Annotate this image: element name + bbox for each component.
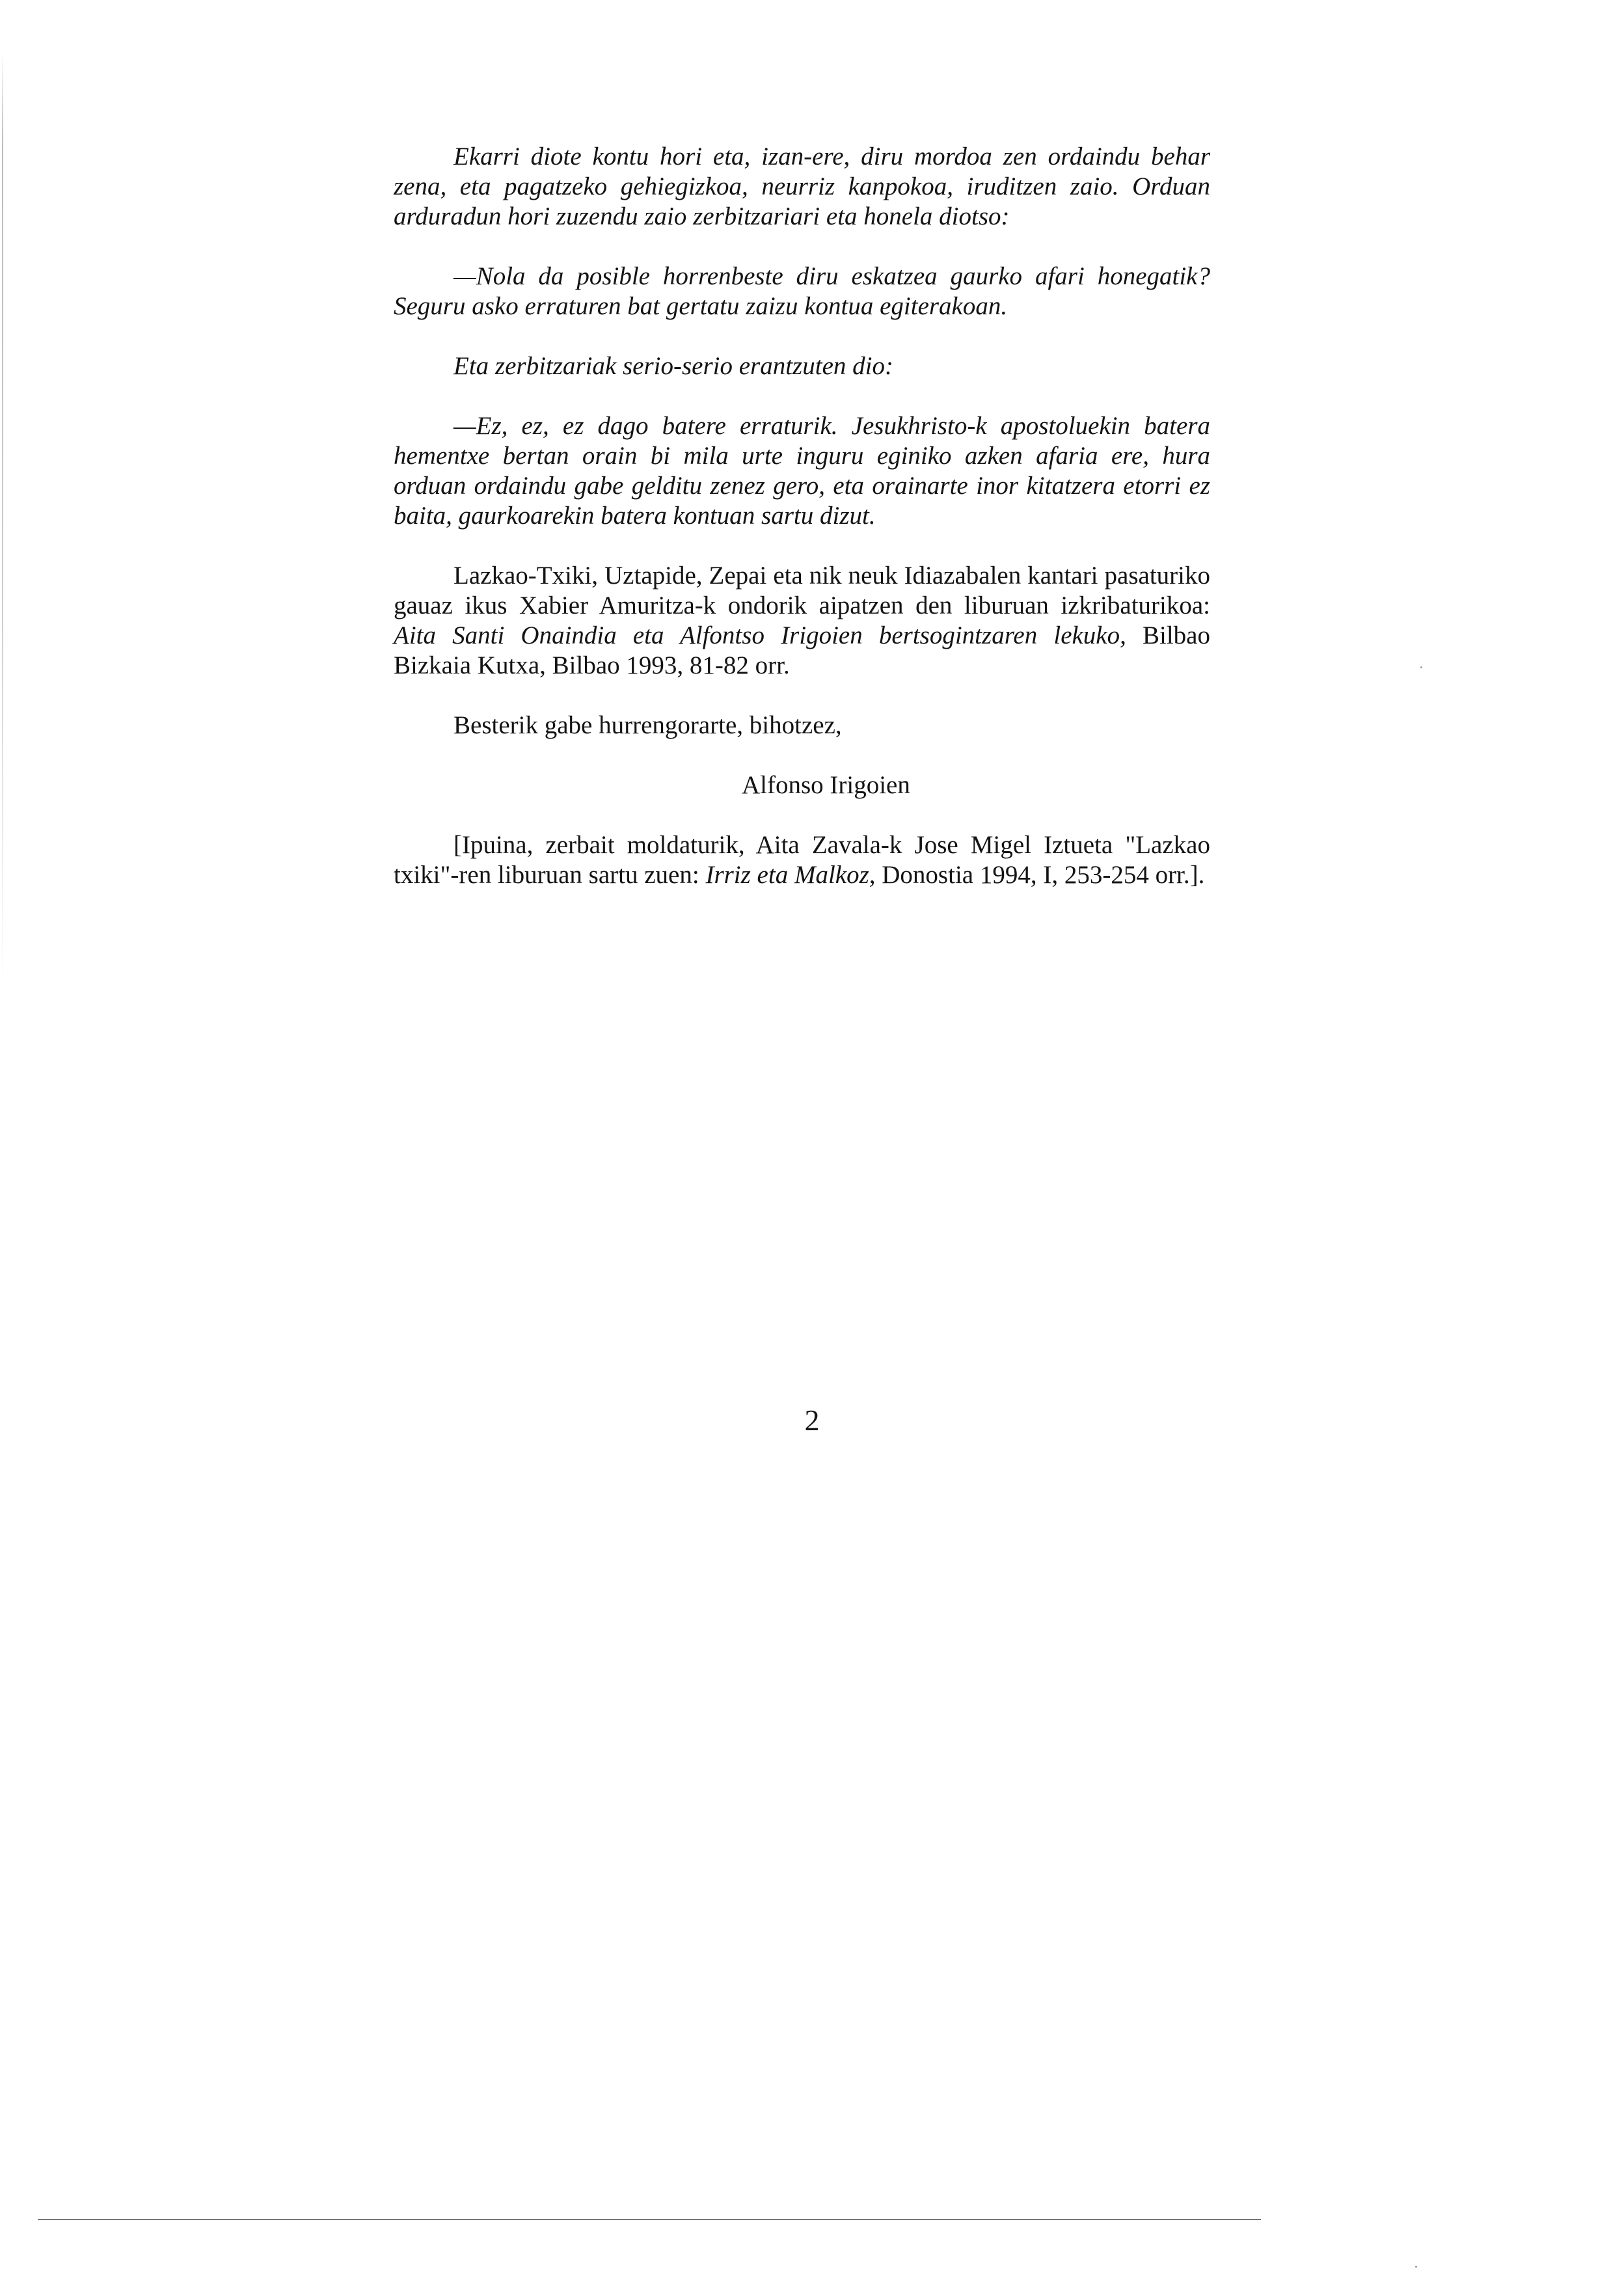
reference-book-title: Aita Santi Onaindia eta Alfontso Irigoien bertsogintzaren lekuko, <box>394 621 1126 649</box>
signature: Alfonso Irigoien <box>742 771 910 799</box>
note-book-title: Irriz eta Malkoz, <box>705 861 876 889</box>
reference-text-a: Lazkao-Txiki, Uztapide, Zepai eta nik neuk Idiazabalen kantari pasaturiko gauaz ikus Xabier Amuritza-k ondorik aipatzen den liburuan izkribaturikoa: <box>394 562 1210 619</box>
paragraph-manager-question <box>394 262 1210 321</box>
paragraph-text <box>394 830 1210 890</box>
bottom-rule <box>38 2219 1261 2220</box>
scan-speck <box>1420 666 1422 668</box>
paragraph-text: —Ez, ez, ez dago batere erraturik. Jesukhristo-k apostoluekin batera hementxe bertan orain bi mila urte inguru eginiko azken afaria ere, hura orduan ordaindu gabe gelditu zenez gero, eta orainarte inor kitatzera etorri ez baita, gaurkoarekin batera kontuan sartu dizut. <box>394 412 1210 530</box>
paragraph-text: Ekarri diote kontu hori eta, izan-ere, diru mordoa zen ordaindu behar zena, eta pagatzeko gehiegizkoa, neurriz kanpokoa, iruditzen zaio. Orduan arduradun hori zuzendu zaio zerbitzariari eta honela diotso: <box>394 143 1210 230</box>
paragraph-waiter-answer <box>394 411 1210 531</box>
scan-left-edge <box>2 52 3 989</box>
page-number: 2 <box>804 1404 820 1437</box>
scan-speck <box>1415 2266 1417 2268</box>
paragraph-text: —Nola da posible horrenbeste diru eskatzea gaurko afari honegatik? Seguru asko erraturen bat gertatu zaizu kontua egiterakoan. <box>394 262 1210 320</box>
note-text-a: [Ipuina, zerbait moldaturik, Aita Zavala-k Jose Migel Iztueta "Lazkao txiki"-ren liburuan sartu zuen: <box>394 831 1210 889</box>
paragraph-closing <box>394 711 1210 740</box>
closing-text: Besterik gabe hurrengorarte, bihotzez, <box>453 711 842 739</box>
paragraph-text: Eta zerbitzariak serio-serio erantzuten dio: <box>453 352 893 380</box>
paragraph-waiter-intro <box>394 351 1210 381</box>
paragraph-source-note <box>394 830 1210 890</box>
note-text-b: Donostia 1994, I, 253-254 orr.]. <box>875 861 1205 889</box>
paragraph-text <box>394 561 1210 681</box>
reference-text-b: Bilbao Bizkaia Kutxa, Bilbao 1993, 81-82 orr. <box>394 621 1210 679</box>
paragraph-bill-brought <box>394 142 1210 232</box>
paragraph-reference <box>394 561 1210 681</box>
